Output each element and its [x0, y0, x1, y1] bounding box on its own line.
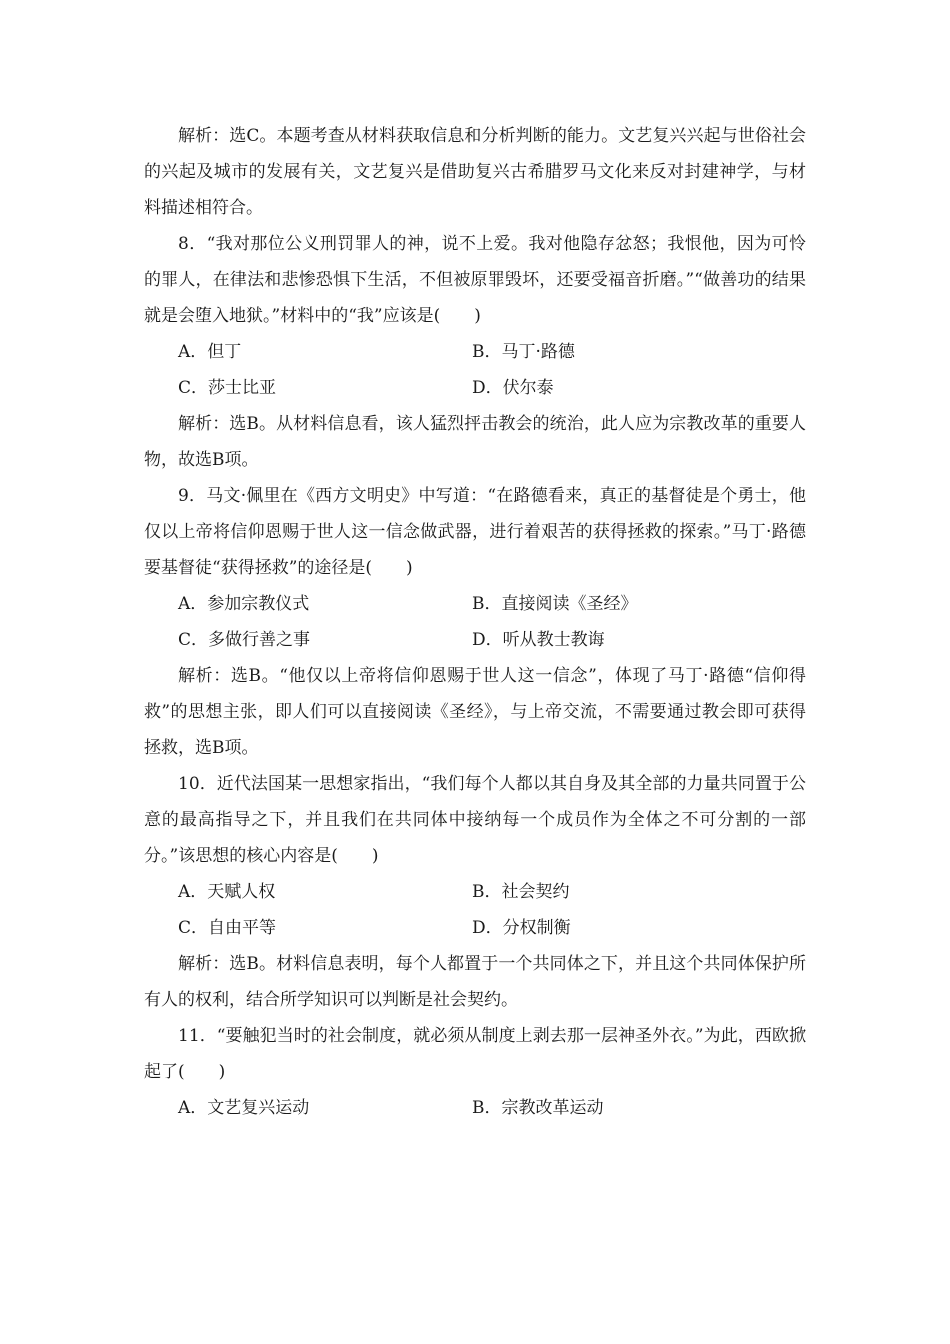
question-11-stem: 11．“要触犯当时的社会制度，就必须从制度上剥去那一层神圣外衣。”为此，西欧掀起了( )	[144, 1026, 806, 1082]
analysis-q9: 解析：选B。“他仅以上帝将信仰恩赐于世人这一信念”，体现了马丁·路德“信仰得救”的思想主张，即人们可以直接阅读《圣经》，与上帝交流，不需要通过教会即可获得拯救，选B项。	[144, 666, 806, 758]
question-9-options	[144, 586, 806, 658]
q9-option-d: D．听从教士教诲	[472, 630, 605, 650]
q9-option-b: B．直接阅读《圣经》	[472, 594, 638, 614]
analysis-q10: 解析：选B。材料信息表明，每个人都置于一个共同体之下，并且这个共同体保护所有人的权利，结合所学知识可以判断是社会契约。	[144, 954, 806, 1010]
q8-option-b: B．马丁·路德	[472, 342, 575, 362]
q11-option-b: B．宗教改革运动	[472, 1098, 604, 1118]
q9-option-a: A．参加宗教仪式	[178, 594, 310, 614]
q8-option-a: A．但丁	[178, 342, 242, 362]
question-11-options	[144, 1090, 806, 1126]
q10-option-c: C．自由平等	[178, 918, 277, 938]
question-9-stem: 9．马文·佩里在《西方文明史》中写道：“在路德看来，真正的基督徒是个勇士，他仅以上帝将信仰恩赐于世人这一信念做武器，进行着艰苦的获得拯救的探索。”马丁·路德要基督徒“获得拯救”的途径是( )	[144, 486, 806, 578]
analysis-q7: 解析：选C。本题考查从材料获取信息和分析判断的能力。文艺复兴兴起与世俗社会的兴起及城市的发展有关，文艺复兴是借助复兴古希腊罗马文化来反对封建神学，与材料描述相符合。	[144, 126, 806, 218]
analysis-q8: 解析：选B。从材料信息看，该人猛烈抨击教会的统治，此人应为宗教改革的重要人物，故选B项。	[144, 414, 806, 470]
q10-option-a: A．天赋人权	[178, 882, 276, 902]
q8-option-c: C．莎士比亚	[178, 378, 277, 398]
q9-option-c: C．多做行善之事	[178, 630, 311, 650]
question-8-options	[144, 334, 806, 406]
q10-option-b: B．社会契约	[472, 882, 570, 902]
question-10-options	[144, 874, 806, 946]
question-10-stem: 10．近代法国某一思想家指出，“我们每个人都以其自身及其全部的力量共同置于公意的最高指导之下，并且我们在共同体中接纳每一个成员作为全体之不可分割的一部分。”该思想的核心内容是( )	[144, 774, 806, 866]
q10-option-d: D．分权制衡	[472, 918, 571, 938]
q8-option-d: D．伏尔泰	[472, 378, 554, 398]
question-8-stem: 8．“我对那位公义刑罚罪人的神，说不上爱。我对他隐存忿怒；我恨他，因为可怜的罪人，在律法和悲惨恐惧下生活，不但被原罪毁坏，还要受福音折磨。”“做善功的结果就是会堕入地狱。”材料中的“我”应该是( )	[144, 234, 806, 326]
document-page	[144, 118, 806, 1126]
q11-option-a: A．文艺复兴运动	[178, 1098, 310, 1118]
